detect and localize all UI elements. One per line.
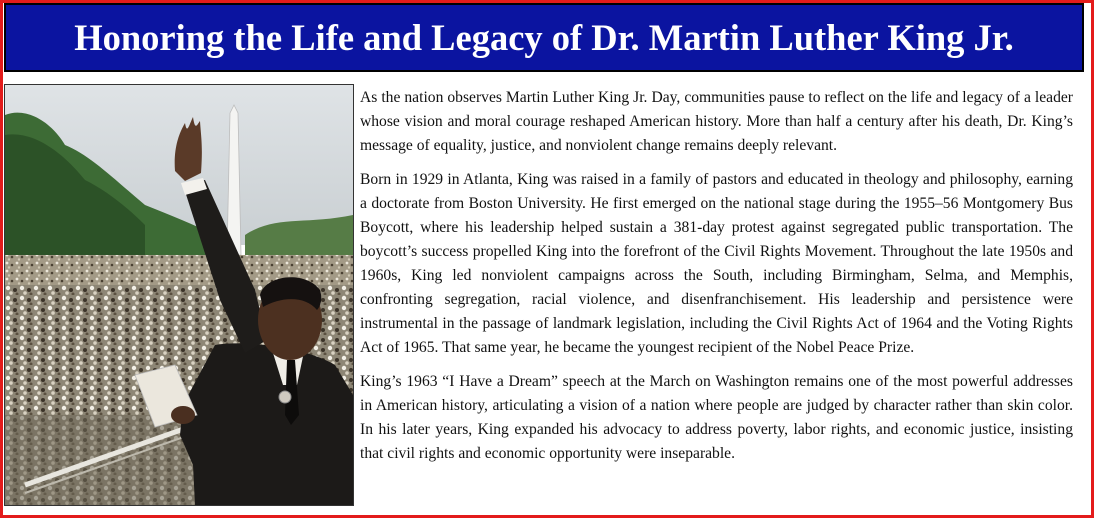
- page-title: Honoring the Life and Legacy of Dr. Martin Luther King Jr.: [74, 17, 1014, 58]
- article-paragraph-1: As the nation observes Martin Luther King Jr. Day, communities pause to reflect on the life and legacy of a leader whose vision and moral courage reshaped American history. More than half a century after his death, Dr. King’s message of equality, justice, and nonviolent change remains deeply relevant.: [360, 89, 1073, 154]
- article-paragraph-2: Born in 1929 in Atlanta, King was raised in a family of pastors and educated in theology and philosophy, earning a doctorate from Boston University. He first emerged on the national stage during the 1955–56 Montgomery Bus Boycott, where his leadership helped sustain a 381-day protest against segregated public transportation. The boycott’s success propelled King into the forefront of the Civil Rights Movement. Throughout the late 1950s and 1960s, King led nonviolent campaigns across the South, including Birmingham, Selma, and Memphis, confronting segregation, racial violence, and disenfranchisement. His leadership and persistence were instrumental in the passage of landmark legislation, including the Civil Rights Act of 1964 and the Voting Rights Act of 1965. That same year, he became the youngest recipient of the Nobel Peace Prize.: [360, 171, 1073, 356]
- article-body: [360, 86, 1073, 476]
- photo-mlk-crowd: [4, 84, 354, 506]
- article-paragraph-3: King’s 1963 “I Have a Dream” speech at the March on Washington remains one of the most powerful addresses in American history, articulating a vision of a nation where people are judged by character rather than skin color. In his later years, King expanded his advocacy to address poverty, labor rights, and economic justice, insisting that civil rights and economic opportunity were inseparable.: [360, 373, 1073, 462]
- title-banner: [4, 3, 1084, 72]
